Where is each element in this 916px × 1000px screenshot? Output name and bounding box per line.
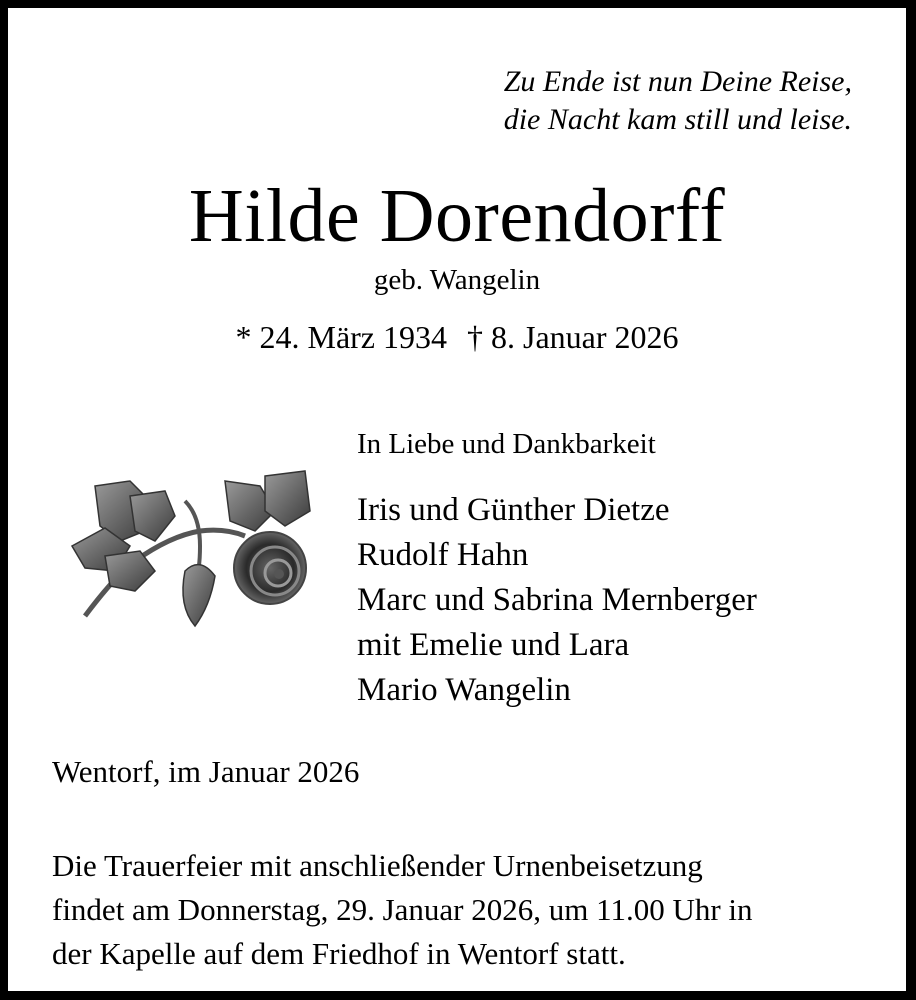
ceremony-line: findet am Donnerstag, 29. Januar 2026, um 11.00 Uhr in: [52, 892, 753, 927]
death-date: † 8. Januar 2026: [467, 319, 679, 355]
obituary-card: [8, 8, 906, 991]
rose-with-ivy-leaves-icon: [60, 456, 320, 636]
mourner-entry: Marc und Sabrina Mernberger: [357, 582, 757, 618]
maiden-name: geb. Wangelin: [373, 264, 541, 296]
deceased-name: Hilde Dorendorff: [188, 174, 726, 258]
place-and-date: Wentorf, im Januar 2026: [52, 754, 360, 789]
life-dates: [8, 321, 906, 353]
ceremony-line: der Kapelle auf dem Friedhof in Wentorf statt.: [52, 936, 626, 971]
mourner-entry: Rudolf Hahn: [357, 537, 529, 573]
thanks-line: In Liebe und Dankbarkeit: [357, 428, 656, 460]
motto-line: die Nacht kam still und leise.: [503, 103, 852, 136]
mourner-entry: mit Emelie und Lara: [357, 627, 630, 663]
mourner-entry: Mario Wangelin: [357, 672, 571, 708]
mourners-list: [357, 488, 757, 713]
ceremony-info: [52, 844, 753, 976]
ceremony-line: Die Trauerfeier mit anschließender Urnenbeisetzung: [52, 848, 703, 883]
birth-date: * 24. März 1934: [235, 319, 447, 355]
motto-line: Zu Ende ist nun Deine Reise,: [503, 65, 852, 98]
mourner-entry: Iris und Günther Dietze: [357, 492, 670, 528]
motto-verse: [504, 63, 852, 139]
